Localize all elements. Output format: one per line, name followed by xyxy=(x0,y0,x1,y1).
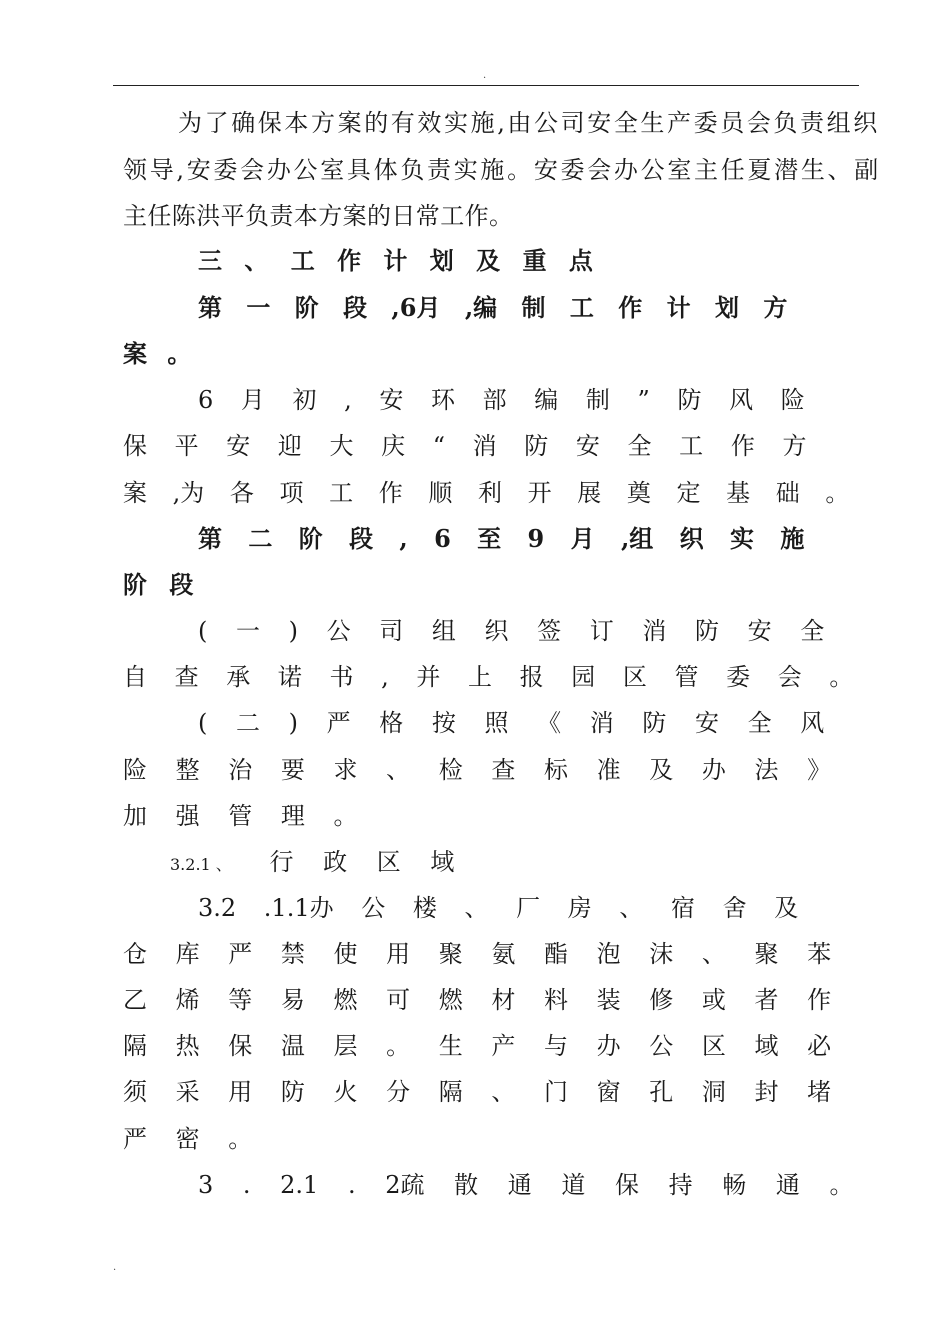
paragraph-line: 隔 热 保 温 层 。 生 产 与 办 公 区 域 必 xyxy=(123,1032,832,1060)
paragraph-line: 主任陈洪平负责本方案的日常工作。 xyxy=(123,202,514,230)
paragraph-line: 保 平 安 迎 大 庆 “ 消 防 安 全 工 作 方 xyxy=(123,432,807,460)
subsection-title: 行 政 区 域 xyxy=(269,848,455,876)
stage-heading: 案 。 xyxy=(123,339,192,368)
paragraph-line: 3 . 2.1 . 2疏 散 通 道 保 持 畅 通 。 xyxy=(198,1171,854,1199)
paragraph-line: ( 一 ) 公 司 组 织 签 订 消 防 安 全 xyxy=(198,617,825,645)
subsection-number: 3.2.1 、 xyxy=(170,855,232,874)
section-heading: 三 、 工 作 计 划 及 重 点 xyxy=(198,246,593,275)
paragraph-line: 案 ,为 各 项 工 作 顺 利 开 展 奠 定 基 础 。 xyxy=(123,479,850,507)
footer-dot: . xyxy=(113,1262,117,1273)
stage-heading: 阶 段 xyxy=(123,570,194,599)
paragraph-line: 险 整 治 要 求 、 检 查 标 准 及 办 法 》 xyxy=(123,756,832,784)
header-rule xyxy=(113,85,859,86)
header-dot: . xyxy=(483,70,487,81)
paragraph-line: 3.2 .1.1办 公 楼 、 厂 房 、 宿 舍 及 xyxy=(198,894,799,922)
paragraph-line: 加 强 管 理 。 xyxy=(123,802,358,830)
paragraph-line: 仓 库 严 禁 使 用 聚 氨 酯 泡 沫 、 聚 苯 xyxy=(123,940,832,968)
paragraph-line: 领导,安委会办公室具体负责实施。安委会办公室主任夏潜生、副 xyxy=(123,156,881,184)
stage-heading: 第 二 阶 段 , 6 至 9 月 ,组 织 实 施 xyxy=(198,524,805,553)
paragraph-line: 须 采 用 防 火 分 隔 、 门 窗 孔 洞 封 堵 xyxy=(123,1078,832,1106)
paragraph-line: ( 二 ) 严 格 按 照 《 消 防 安 全 风 xyxy=(198,709,825,737)
paragraph-line: 6 月 初 , 安 环 部 编 制 ” 防 风 险 xyxy=(198,386,805,414)
paragraph-line: 自 查 承 诺 书 , 并 上 报 园 区 管 委 会 。 xyxy=(123,663,854,691)
paragraph-line: 乙 烯 等 易 燃 可 燃 材 料 装 修 或 者 作 xyxy=(123,986,832,1014)
paragraph-line: 为了确保本方案的有效实施,由公司安全生产委员会负责组织 xyxy=(178,109,880,137)
subsection-heading xyxy=(170,847,454,880)
paragraph-line: 严 密 。 xyxy=(123,1125,253,1153)
stage-heading: 第 一 阶 段 ,6月 ,编 制 工 作 计 划 方 xyxy=(198,293,788,322)
